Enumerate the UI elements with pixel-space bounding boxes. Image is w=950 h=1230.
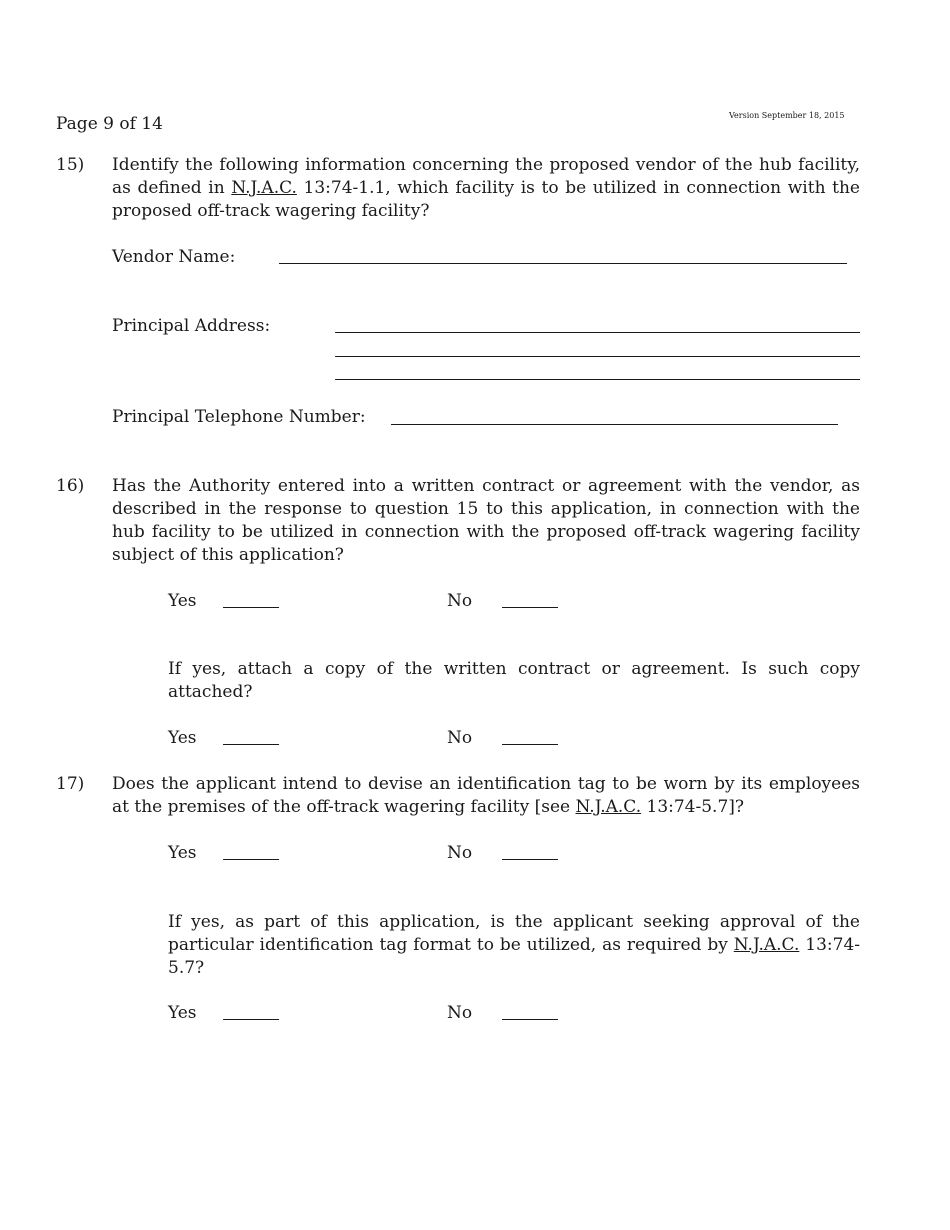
njac-citation: N.J.A.C. bbox=[733, 935, 800, 955]
q16-followup-no-label: No bbox=[447, 728, 473, 748]
q16-no-label: No bbox=[447, 591, 473, 611]
question-15-number: 15) bbox=[56, 155, 85, 175]
q16-followup-yes-blank[interactable] bbox=[223, 744, 279, 745]
q16-yes-label: Yes bbox=[168, 591, 197, 611]
question-16-number: 16) bbox=[56, 476, 85, 496]
q17-followup-no-blank[interactable] bbox=[502, 1019, 558, 1020]
principal-address-label: Principal Address: bbox=[112, 316, 271, 336]
q16-followup-yes-label: Yes bbox=[168, 728, 197, 748]
page-number: Page 9 of 14 bbox=[56, 114, 163, 134]
q16-followup-no-blank[interactable] bbox=[502, 744, 558, 745]
question-17-number: 17) bbox=[56, 774, 85, 794]
principal-address-line-2[interactable] bbox=[335, 356, 860, 357]
njac-citation: N.J.A.C. bbox=[575, 797, 642, 817]
q16-no-blank[interactable] bbox=[502, 607, 558, 608]
q16-followup-text: If yes, attach a copy of the written contract or agreement. Is such copy attached? bbox=[168, 659, 860, 702]
q17-no-label: No bbox=[447, 843, 473, 863]
principal-phone-field[interactable] bbox=[391, 424, 838, 425]
q17-yes-blank[interactable] bbox=[223, 859, 279, 860]
principal-address-line-1[interactable] bbox=[335, 332, 860, 333]
q17-followup-text: If yes, as part of this application, is the applicant seeking approval of the particular identification tag format to be utilized, as required by N.J.A.C. 13:74-5.7? bbox=[168, 912, 861, 978]
question-16-text: Has the Authority entered into a written contract or agreement with the vendor, as described in the response to question 15 to this application, in connection with the hub facility to be utilized in connection with the proposed off-track wagering facility subject of this application? bbox=[112, 476, 860, 565]
vendor-name-field[interactable] bbox=[279, 263, 847, 264]
question-15-text: Identify the following information concerning the proposed vendor of the hub facility, as defined in N.J.A.C. 13:74-1.1, which facility is to be utilized in connection with the proposed off-track wagering facility? bbox=[112, 155, 860, 221]
principal-address-line-3[interactable] bbox=[335, 379, 860, 380]
question-17-text: Does the applicant intend to devise an identification tag to be worn by its employees at the premises of the off-track wagering facility [see N.J.A.C. 13:74-5.7]? bbox=[112, 774, 860, 817]
principal-phone-label: Principal Telephone Number: bbox=[112, 407, 366, 427]
q17-followup-no-label: No bbox=[447, 1003, 473, 1023]
q16-yes-blank[interactable] bbox=[223, 607, 279, 608]
q17-followup-yes-blank[interactable] bbox=[223, 1019, 279, 1020]
njac-citation: N.J.A.C. bbox=[231, 178, 297, 198]
vendor-name-label: Vendor Name: bbox=[112, 247, 236, 267]
q17-followup-yes-label: Yes bbox=[168, 1003, 197, 1023]
version-label: Version September 18, 2015 bbox=[729, 111, 845, 120]
q17-no-blank[interactable] bbox=[502, 859, 558, 860]
q17-yes-label: Yes bbox=[168, 843, 197, 863]
